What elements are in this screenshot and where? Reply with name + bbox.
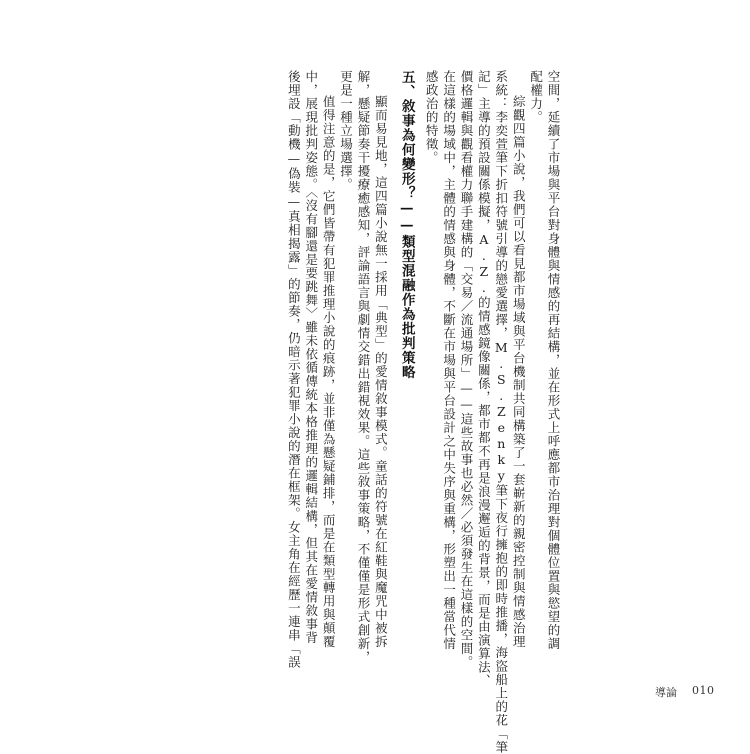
text-column: 配權力。 xyxy=(528,70,544,124)
running-footer-title: 導論 xyxy=(655,686,677,699)
text-column: 解，懸疑節奏干擾療癒感知，評論語言與劇情交錯出錯視效果。這些敘事策略，不僅僅是形式創新， xyxy=(355,70,371,664)
text-column: 在這樣的場域中，主體的情感與身體，不斷在市場與平台設計之中失序與重構，形塑出一種當代情 xyxy=(441,70,457,651)
text-column: 值得注意的是，它們皆帶有犯罪推理小說的痕跡，並非僅為懸疑鋪排，而是在類型轉用與顛覆 xyxy=(321,95,337,649)
text-column: 顯而易見地，這四篇小說無一採用「典型」的愛情敘事模式。童話的符號在紅鞋與魔咒中被拆 xyxy=(373,95,389,649)
text-column: 空間，延續了市場與平台對身體與情感的再結構，並在形式上呼應都市治理對個體位置與慾望的調 xyxy=(546,70,561,651)
text-column: 記」主導的預設關係模擬，A.Z.的情感鏡像關係，都市都不再是浪漫邂逅的背景，而是由演算法、 xyxy=(476,70,492,688)
page-number: 010 xyxy=(692,684,715,697)
book-page xyxy=(150,8,715,754)
text-column: 系統：李奕萱筆下折扣符號引導的戀愛選擇，M.S.Zenky筆下夜行擁抱的即時推播，海盜船上的花「筆 xyxy=(493,70,509,754)
text-column: 後埋設「動機—偽裝—真相揭露」的節奏，仍暗示著犯罪小說的潛在框架。女主角在經歷一連串「誤 xyxy=(286,70,302,669)
vertical-text-body xyxy=(212,70,562,754)
text-column: 價格邏輯與觀看權力聯手建構的「交易／流通場所」——這些故事也必然／必須發生在這樣的空間。 xyxy=(458,70,474,669)
text-column: 更是一種立場選擇。 xyxy=(338,70,354,192)
text-column: 綜觀四篇小說，我們可以看見都市場域與平台機制共同構築了一套嶄新的親密控制與情感治理 xyxy=(511,95,527,649)
section-heading: 五、敘事為何變形？——類型混融作為批判策略 xyxy=(398,70,415,380)
text-column: 感政治的特徵。 xyxy=(424,70,440,165)
text-column: 中，展現批判姿態。〈沒有腳還是要跳舞〉雖未依循傳統本格推理的邏輯結構，但其在愛情敘事背 xyxy=(303,70,319,645)
page-footer xyxy=(150,684,746,704)
